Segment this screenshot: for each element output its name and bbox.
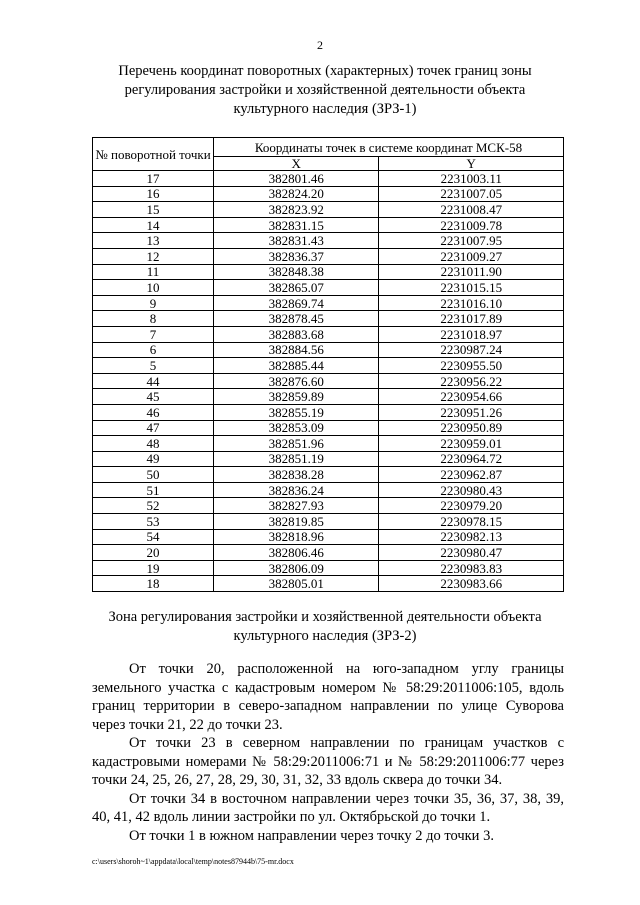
- cell-point: 16: [93, 186, 214, 202]
- cell-point: 46: [93, 404, 214, 420]
- cell-y: 2230982.13: [379, 529, 564, 545]
- cell-x: 382831.15: [214, 217, 379, 233]
- cell-x: 382855.19: [214, 404, 379, 420]
- cell-y: 2231009.78: [379, 217, 564, 233]
- column-header-x: X: [214, 157, 379, 171]
- cell-y: 2231011.90: [379, 264, 564, 280]
- paragraph: От точки 34 в восточном направлении через точки 35, 36, 37, 38, 39, 40, 41, 42 вдоль линии застройки по ул. Октябрьской до точки 1.: [92, 790, 564, 825]
- cell-x: 382823.92: [214, 202, 379, 218]
- cell-x: 382851.19: [214, 451, 379, 467]
- table-row: [93, 545, 564, 561]
- cell-point: 49: [93, 451, 214, 467]
- table-row: [93, 217, 564, 233]
- cell-x: 382851.96: [214, 436, 379, 452]
- cell-point: 48: [93, 436, 214, 452]
- cell-y: 2230978.15: [379, 514, 564, 530]
- zone-description: [92, 660, 564, 845]
- cell-x: 382876.60: [214, 373, 379, 389]
- table-row: [93, 436, 564, 452]
- cell-y: 2230951.26: [379, 404, 564, 420]
- cell-point: 19: [93, 560, 214, 576]
- table-row: [93, 295, 564, 311]
- cell-y: 2231003.11: [379, 171, 564, 187]
- zone-title: [90, 608, 560, 646]
- table-row: [93, 358, 564, 374]
- table-row: [93, 451, 564, 467]
- cell-x: 382801.46: [214, 171, 379, 187]
- coordinates-table: [92, 137, 564, 592]
- table-row: [93, 186, 564, 202]
- cell-point: 52: [93, 498, 214, 514]
- cell-x: 382885.44: [214, 358, 379, 374]
- cell-point: 44: [93, 373, 214, 389]
- cell-y: 2230950.89: [379, 420, 564, 436]
- column-header-y: Y: [379, 157, 564, 171]
- document-title: [90, 62, 560, 119]
- cell-x: 382883.68: [214, 326, 379, 342]
- cell-point: 11: [93, 264, 214, 280]
- cell-point: 53: [93, 514, 214, 530]
- table-row: [93, 171, 564, 187]
- cell-point: 45: [93, 389, 214, 405]
- table-row: [93, 373, 564, 389]
- zone-title-line: культурного наследия (ЗРЗ-2): [233, 628, 417, 644]
- cell-point: 12: [93, 248, 214, 264]
- table-body: [93, 171, 564, 592]
- column-header-point: № поворотной точки: [93, 138, 214, 171]
- table-row: [93, 233, 564, 249]
- title-line: Перечень координат поворотных (характерных) точек границ зоны: [118, 63, 532, 79]
- cell-x: 382806.09: [214, 560, 379, 576]
- cell-y: 2230964.72: [379, 451, 564, 467]
- column-header-coordinates: Координаты точек в системе координат МСК-58: [214, 138, 564, 157]
- cell-point: 15: [93, 202, 214, 218]
- table-row: [93, 560, 564, 576]
- cell-x: 382869.74: [214, 295, 379, 311]
- cell-x: 382865.07: [214, 280, 379, 296]
- table-row: [93, 311, 564, 327]
- table-row: [93, 389, 564, 405]
- cell-y: 2230983.66: [379, 576, 564, 592]
- table-row: [93, 498, 564, 514]
- cell-x: 382831.43: [214, 233, 379, 249]
- cell-y: 2231008.47: [379, 202, 564, 218]
- table-row: [93, 326, 564, 342]
- cell-y: 2231016.10: [379, 295, 564, 311]
- table-row: [93, 248, 564, 264]
- cell-point: 50: [93, 467, 214, 483]
- table-row: [93, 514, 564, 530]
- table-row: [93, 342, 564, 358]
- paragraph: От точки 23 в северном направлении по границам участков с кадастровыми номерами № 58:29:2011006:71 и № 58:29:2011006:77 через точки 24, 25, 26, 27, 28, 29, 30, 31, 32, 33 вдоль сквера до точки 34.: [92, 735, 564, 788]
- cell-y: 2230983.83: [379, 560, 564, 576]
- cell-point: 8: [93, 311, 214, 327]
- cell-x: 382818.96: [214, 529, 379, 545]
- cell-point: 7: [93, 326, 214, 342]
- cell-x: 382836.37: [214, 248, 379, 264]
- cell-point: 54: [93, 529, 214, 545]
- cell-y: 2230962.87: [379, 467, 564, 483]
- cell-y: 2231017.89: [379, 311, 564, 327]
- cell-x: 382859.89: [214, 389, 379, 405]
- cell-y: 2230979.20: [379, 498, 564, 514]
- zone-title-line: Зона регулирования застройки и хозяйственной деятельности объекта: [108, 609, 542, 625]
- table-row: [93, 280, 564, 296]
- footer-file-path: c:\users\shoroh~1\appdata\local\temp\notes87944b\75-mr.docx: [92, 857, 294, 866]
- table-row: [93, 529, 564, 545]
- cell-y: 2230956.22: [379, 373, 564, 389]
- cell-x: 382805.01: [214, 576, 379, 592]
- cell-point: 13: [93, 233, 214, 249]
- cell-y: 2230980.47: [379, 545, 564, 561]
- cell-y: 2230980.43: [379, 482, 564, 498]
- cell-y: 2231018.97: [379, 326, 564, 342]
- cell-x: 382824.20: [214, 186, 379, 202]
- table-row: [93, 202, 564, 218]
- page-number: 2: [317, 38, 323, 52]
- cell-point: 9: [93, 295, 214, 311]
- cell-y: 2231007.95: [379, 233, 564, 249]
- paragraph: От точки 1 в южном направлении через точку 2 до точки 3.: [129, 827, 494, 844]
- cell-x: 382838.28: [214, 467, 379, 483]
- cell-point: 6: [93, 342, 214, 358]
- cell-point: 5: [93, 358, 214, 374]
- cell-point: 18: [93, 576, 214, 592]
- title-line: регулирования застройки и хозяйственной деятельности объекта: [124, 82, 526, 98]
- title-line: культурного наследия (ЗРЗ-1): [233, 101, 417, 117]
- table-row: [93, 576, 564, 592]
- cell-point: 20: [93, 545, 214, 561]
- cell-y: 2230987.24: [379, 342, 564, 358]
- cell-x: 382836.24: [214, 482, 379, 498]
- table-row: [93, 404, 564, 420]
- cell-y: 2230955.50: [379, 358, 564, 374]
- cell-y: 2231015.15: [379, 280, 564, 296]
- cell-x: 382848.38: [214, 264, 379, 280]
- cell-point: 51: [93, 482, 214, 498]
- cell-x: 382853.09: [214, 420, 379, 436]
- cell-x: 382819.85: [214, 514, 379, 530]
- cell-x: 382827.93: [214, 498, 379, 514]
- cell-y: 2231007.05: [379, 186, 564, 202]
- cell-y: 2230959.01: [379, 436, 564, 452]
- table-row: [93, 482, 564, 498]
- cell-y: 2231009.27: [379, 248, 564, 264]
- cell-point: 10: [93, 280, 214, 296]
- paragraph: От точки 20, расположенной на юго-западном углу границы земельного участка с кадастровым номером № 58:29:2011006:105, вдоль границ территории в северо-западном направлении по улице Суворова через точки 21, 22 до точки 23.: [92, 661, 564, 733]
- cell-y: 2230954.66: [379, 389, 564, 405]
- cell-x: 382878.45: [214, 311, 379, 327]
- cell-point: 17: [93, 171, 214, 187]
- cell-point: 47: [93, 420, 214, 436]
- table-row: [93, 264, 564, 280]
- cell-x: 382884.56: [214, 342, 379, 358]
- cell-point: 14: [93, 217, 214, 233]
- table-row: [93, 420, 564, 436]
- cell-x: 382806.46: [214, 545, 379, 561]
- table-row: [93, 467, 564, 483]
